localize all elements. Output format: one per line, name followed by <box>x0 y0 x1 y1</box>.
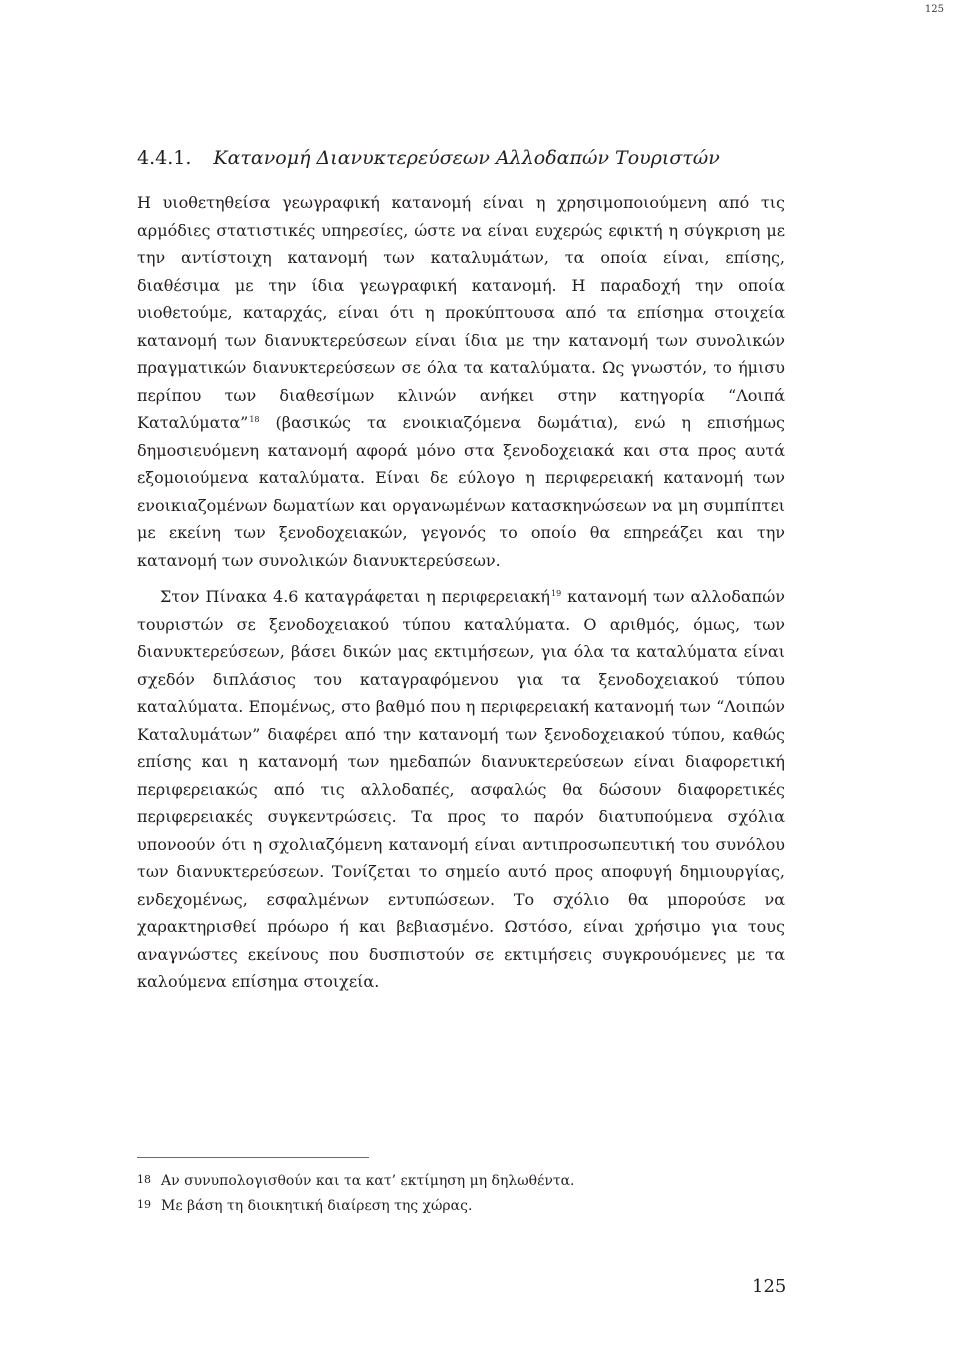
section-title: Κατανομή Διανυκτερεύσεων Αλλοδαπών Τουριστών <box>213 147 720 169</box>
footnote-number: 18 <box>137 1173 151 1186</box>
footnote-divider <box>137 1157 369 1158</box>
paragraph-2 <box>137 583 785 996</box>
footnotes <box>137 1168 785 1218</box>
footer-page-number: 125 <box>752 1276 787 1297</box>
section-number: 4.4.1. <box>137 147 192 169</box>
header-page-number: 125 <box>924 4 944 15</box>
footnote-ref-18[interactable]: 18 <box>249 415 260 424</box>
footnote-18 <box>137 1168 785 1193</box>
footnote-19 <box>137 1193 785 1218</box>
paragraph-1-text-b: (βασικώς τα ενοικιαζόμενα δωμάτια), ενώ η επισήμως δημοσιευόμενη κατανομή αφορά μόνο στα ξενοδοχειακά και στα προς αυτά εξομοιούμενα καταλύματα. Είναι δε εύλογο η περιφερειακή κατανομή των ενοικιαζομένων δωματίων και οργανωμένων κατασκηνώσεων να μη συμπίπτει με εκείνη των ξενοδοχειακών, γεγονός το οποίο θα επηρεάζει και την κατανομή των συνολικών διανυκτερεύσεων. <box>137 413 785 570</box>
footnote-ref-19[interactable]: 19 <box>551 589 562 598</box>
paragraph-1-text-a: Η υιοθετηθείσα γεωγραφική κατανομή είναι η χρησιμοποιούμενη από τις αρμόδιες στατιστικές υπηρεσίες, ώστε να είναι ευχερώς εφικτή η σύγκριση με την αντίστοιχη κατανομή των καταλυμάτων, τα οποία είναι, επίσης, διαθέσιμα με την ίδια γεωγραφική κατανομή. Η παραδοχή την οποία υιοθετούμε, καταρχάς, είναι ότι η προκύπτουσα από τα επίσημα στοιχεία κατανομή των διανυκτερεύσεων είναι ίδια με την κατανομή των συνολικών πραγματικών διανυκτερεύσεων σε όλα τα καταλύματα. Ως γνωστόν, το ήμισυ περίπου των διαθεσίμων κλινών ανήκει στην κατηγορία “Λοιπά Καταλύματα” <box>137 193 785 432</box>
footnote-text: Αν συνυπολογισθούν και τα κατ’ εκτίμηση μη δηλωθέντα. <box>161 1173 575 1189</box>
section-heading <box>137 143 785 173</box>
footnote-number: 19 <box>137 1198 151 1211</box>
paragraph-1 <box>137 189 785 574</box>
footnote-text: Με βάση τη διοικητική διαίρεση της χώρας. <box>161 1198 473 1214</box>
main-content <box>137 143 785 996</box>
paragraph-2-text-b: κατανομή των αλλοδαπών τουριστών σε ξενοδοχειακού τύπου καταλύματα. Ο αριθμός, όμως, των διανυκτερεύσεων, βάσει δικών μας εκτιμήσεων, για όλα τα καταλύματα είναι σχεδόν διπλάσιος του καταγραφόμενου για τα ξενοδοχειακού τύπου καταλύματα. Επομένως, στο βαθμό που η περιφερειακή κατανομή των “Λοιπών Καταλυμάτων” διαφέρει από την κατανομή των ξενοδοχειακού τύπου, καθώς επίσης και η κατανομή των ημεδαπών διανυκτερεύσεων είναι διαφορετική περιφερειακώς από τις αλλοδαπές, ασφαλώς θα δώσουν διαφορετικές περιφερειακές συγκεντρώσεις. Τα προς το παρόν διατυπούμενα σχόλια υπονοούν ότι η σχολιαζόμενη κατανομή είναι αντιπροσωπευτική του συνόλου των διανυκτερεύσεων. Τονίζεται το σημείο αυτό προς αποφυγή δημιουργίας, ενδεχομένως, εσφαλμένων εντυπώσεων. Το σχόλιο θα μπορούσε να χαρακτηρισθεί πρόωρο ή και βεβιασμένο. Ωστόσο, είναι χρήσιμο για τους αναγνώστες εκείνους που δυσπιστούν σε εκτιμήσεις συγκρουόμενες με τα καλούμενα επίσημα στοιχεία. <box>137 587 785 991</box>
paragraph-2-text-a: Στον Πίνακα 4.6 καταγράφεται η περιφερειακή <box>160 587 550 606</box>
